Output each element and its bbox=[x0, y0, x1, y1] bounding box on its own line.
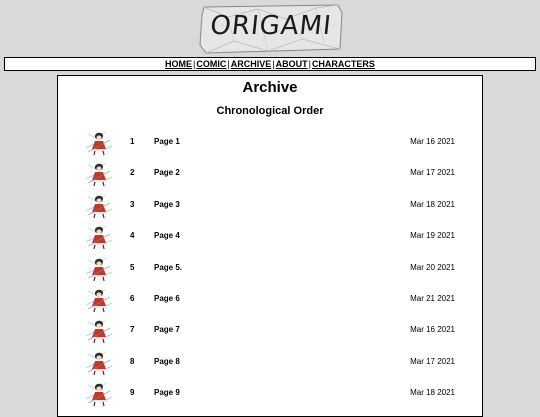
archive-row[interactable] bbox=[58, 220, 482, 251]
archive-row[interactable] bbox=[58, 126, 482, 157]
nav-about[interactable]: ABOUT bbox=[275, 59, 308, 69]
page-subtitle: Chronological Order bbox=[216, 105, 324, 117]
page-number: 7 bbox=[130, 325, 135, 335]
page-link[interactable]: Page 6 bbox=[154, 293, 180, 303]
archive-list bbox=[58, 126, 482, 409]
nav-separator: | bbox=[193, 59, 196, 69]
page-title: Archive bbox=[242, 79, 298, 96]
page-thumbnail[interactable] bbox=[84, 159, 114, 187]
archive-row[interactable] bbox=[58, 252, 482, 283]
nav-comic[interactable]: COMIC bbox=[196, 59, 227, 69]
page-thumbnail[interactable] bbox=[84, 348, 114, 376]
archive-panel bbox=[57, 75, 483, 417]
character-thumbnail-icon bbox=[84, 128, 114, 156]
character-thumbnail-icon bbox=[84, 379, 114, 407]
nav-archive[interactable]: ARCHIVE bbox=[230, 59, 272, 69]
page-thumbnail[interactable] bbox=[84, 316, 114, 344]
page-link[interactable]: Page 1 bbox=[154, 137, 180, 146]
page-link[interactable]: Page 7 bbox=[154, 325, 180, 335]
page-link[interactable]: Page 3 bbox=[154, 199, 180, 209]
page-number: 4 bbox=[130, 231, 135, 241]
archive-row[interactable] bbox=[58, 189, 482, 220]
page-date: Mar 20 2021 bbox=[410, 262, 455, 272]
character-thumbnail-icon bbox=[84, 191, 114, 219]
page-date: Mar 19 2021 bbox=[410, 231, 455, 241]
page-thumbnail[interactable] bbox=[84, 128, 114, 156]
archive-row[interactable] bbox=[58, 283, 482, 314]
logo-text: ORIGAMI bbox=[208, 11, 334, 41]
page-date: Mar 16 2021 bbox=[410, 137, 455, 146]
nav-separator: | bbox=[308, 59, 311, 69]
character-thumbnail-icon bbox=[84, 316, 114, 344]
page-thumbnail[interactable] bbox=[84, 222, 114, 250]
nav-separator: | bbox=[272, 59, 275, 69]
page-thumbnail[interactable] bbox=[84, 285, 114, 313]
page-number: 8 bbox=[130, 356, 135, 366]
page-date: Mar 17 2021 bbox=[410, 168, 455, 178]
character-thumbnail-icon bbox=[84, 285, 114, 313]
page-number: 2 bbox=[130, 168, 135, 178]
page-thumbnail[interactable] bbox=[84, 254, 114, 282]
archive-row[interactable] bbox=[58, 377, 482, 408]
page-date: Mar 18 2021 bbox=[410, 199, 455, 209]
page-thumbnail[interactable] bbox=[84, 379, 114, 407]
archive-row[interactable] bbox=[58, 157, 482, 188]
nav-separator: | bbox=[227, 59, 230, 69]
page-number: 3 bbox=[130, 199, 135, 209]
page-number: 5 bbox=[130, 262, 135, 272]
page-number: 1 bbox=[130, 137, 135, 146]
archive-row[interactable] bbox=[58, 314, 482, 345]
nav-home[interactable]: HOME bbox=[165, 59, 193, 69]
page-link[interactable]: Page 8 bbox=[154, 356, 180, 366]
archive-row[interactable] bbox=[58, 346, 482, 377]
character-thumbnail-icon bbox=[84, 254, 114, 282]
character-thumbnail-icon bbox=[84, 348, 114, 376]
page-date: Mar 16 2021 bbox=[410, 325, 455, 335]
page-thumbnail[interactable] bbox=[84, 191, 114, 219]
character-thumbnail-icon bbox=[84, 159, 114, 187]
nav-characters[interactable]: CHARACTERS bbox=[311, 59, 375, 69]
main-nav bbox=[4, 57, 536, 71]
site-logo[interactable] bbox=[198, 3, 344, 55]
page-link[interactable]: Page 2 bbox=[154, 168, 180, 178]
page-number: 9 bbox=[130, 388, 135, 398]
page-date: Mar 18 2021 bbox=[410, 388, 455, 398]
page-number: 6 bbox=[130, 293, 135, 303]
page-link[interactable]: Page 5. bbox=[154, 262, 183, 272]
page-link[interactable]: Page 4 bbox=[154, 231, 180, 241]
page-date: Mar 17 2021 bbox=[410, 356, 455, 366]
page-link[interactable]: Page 9 bbox=[154, 388, 180, 398]
character-thumbnail-icon bbox=[84, 222, 114, 250]
page-date: Mar 21 2021 bbox=[410, 293, 455, 303]
